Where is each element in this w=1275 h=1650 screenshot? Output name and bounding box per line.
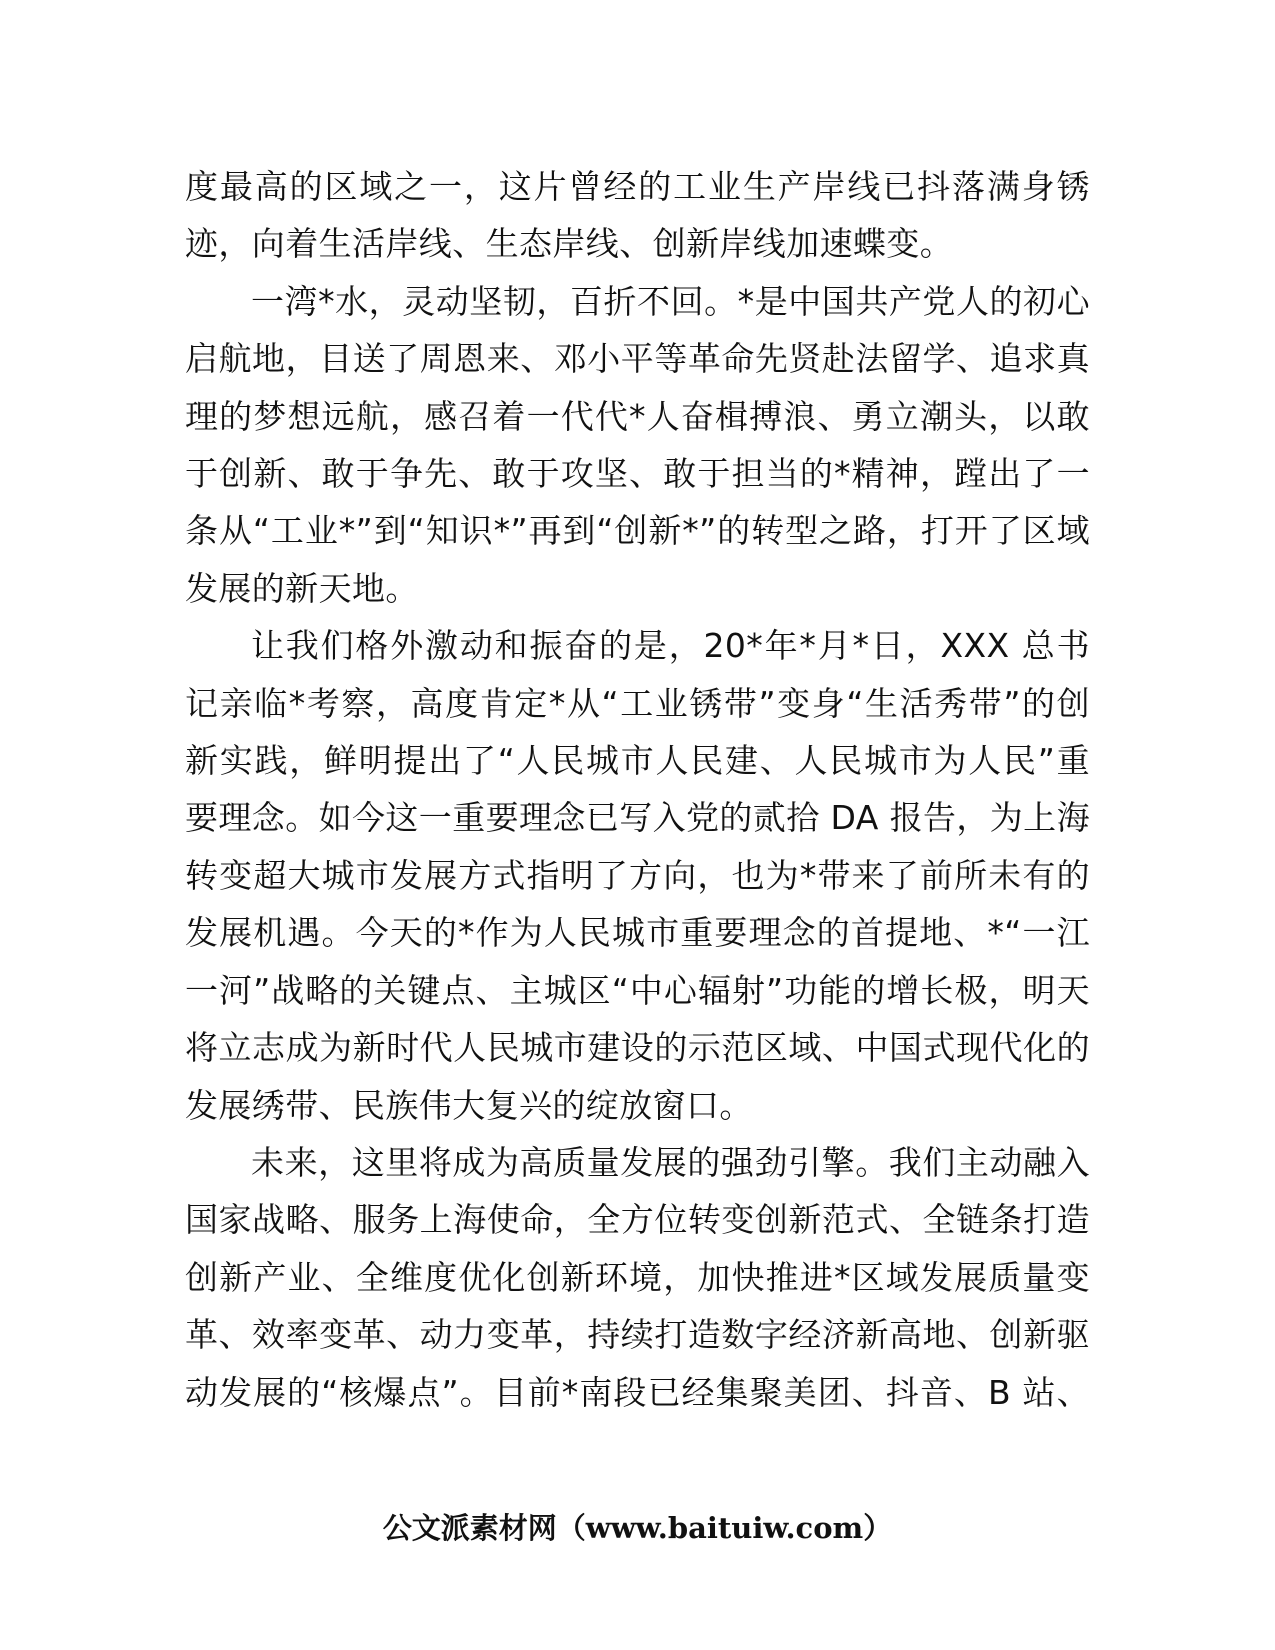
text-line: 启航地，目送了周恩来、邓小平等革命先贤赴法留学、追求真 [185, 339, 1090, 379]
text-line: 记亲临*考察，高度肯定*从“工业锈带”变身“生活秀带”的创 [185, 683, 1090, 723]
text-line: 度最高的区域之一，这片曾经的工业生产岸线已抖落满身锈 [185, 167, 1090, 206]
text-line: 迹，向着生活岸线、生态岸线、创新岸线加速蝶变。 [185, 224, 954, 264]
text-line: 发展的新天地。 [185, 568, 419, 608]
text-line: 转变超大城市发展方式指明了方向，也为*带来了前所未有的 [185, 855, 1090, 895]
text-line: 创新产业、全维度优化创新环境，加快推进*区域发展质量变 [185, 1257, 1090, 1297]
paragraph-1 [185, 158, 1090, 273]
text-line: 国家战略、服务上海使命，全方位转变创新范式、全链条打造 [185, 1200, 1090, 1240]
text-line: 将立志成为新时代人民城市建设的示范区域、中国式现代化的 [185, 1028, 1090, 1068]
paragraph-2 [185, 273, 1090, 617]
text-line: 一河”战略的关键点、主城区“中心辐射”功能的增长极，明天 [185, 970, 1090, 1010]
text-line: 条从“工业*”到“知识*”再到“创新*”的转型之路，打开了区域 [185, 511, 1090, 551]
paragraph-4 [185, 1134, 1090, 1421]
paragraph-3 [185, 617, 1090, 1134]
text-line: 未来，这里将成为高质量发展的强劲引擎。我们主动融入 [251, 1142, 1090, 1182]
text-line: 新实践，鲜明提出了“人民城市人民建、人民城市为人民”重 [185, 741, 1090, 781]
text-line: 发展绣带、民族伟大复兴的绽放窗口。 [185, 1085, 753, 1125]
text-line: 革、效率变革、动力变革，持续打造数字经济新高地、创新驱 [185, 1315, 1090, 1355]
text-line: 要理念。如今这一重要理念已写入党的贰拾 DA 报告，为上海 [185, 798, 1090, 838]
footer-watermark: 公文派素材网（www.baituiw.com） [382, 1511, 893, 1545]
text-line: 让我们格外激动和振奋的是，20*年*月*日，XXX 总书 [251, 626, 1090, 666]
text-line: 于创新、敢于争先、敢于攻坚、敢于担当的*精神，蹚出了一 [185, 454, 1090, 494]
document-body [185, 158, 1090, 1421]
text-line: 发展机遇。今天的*作为人民城市重要理念的首提地、*“一江 [185, 913, 1090, 953]
text-line: 理的梦想远航，感召着一代代*人奋楫搏浪、勇立潮头，以敢 [185, 396, 1090, 436]
text-line: 一湾*水，灵动坚韧，百折不回。*是中国共产党人的初心 [251, 281, 1090, 321]
text-line: 动发展的“核爆点”。目前*南段已经集聚美团、抖音、B 站、 [185, 1372, 1090, 1412]
